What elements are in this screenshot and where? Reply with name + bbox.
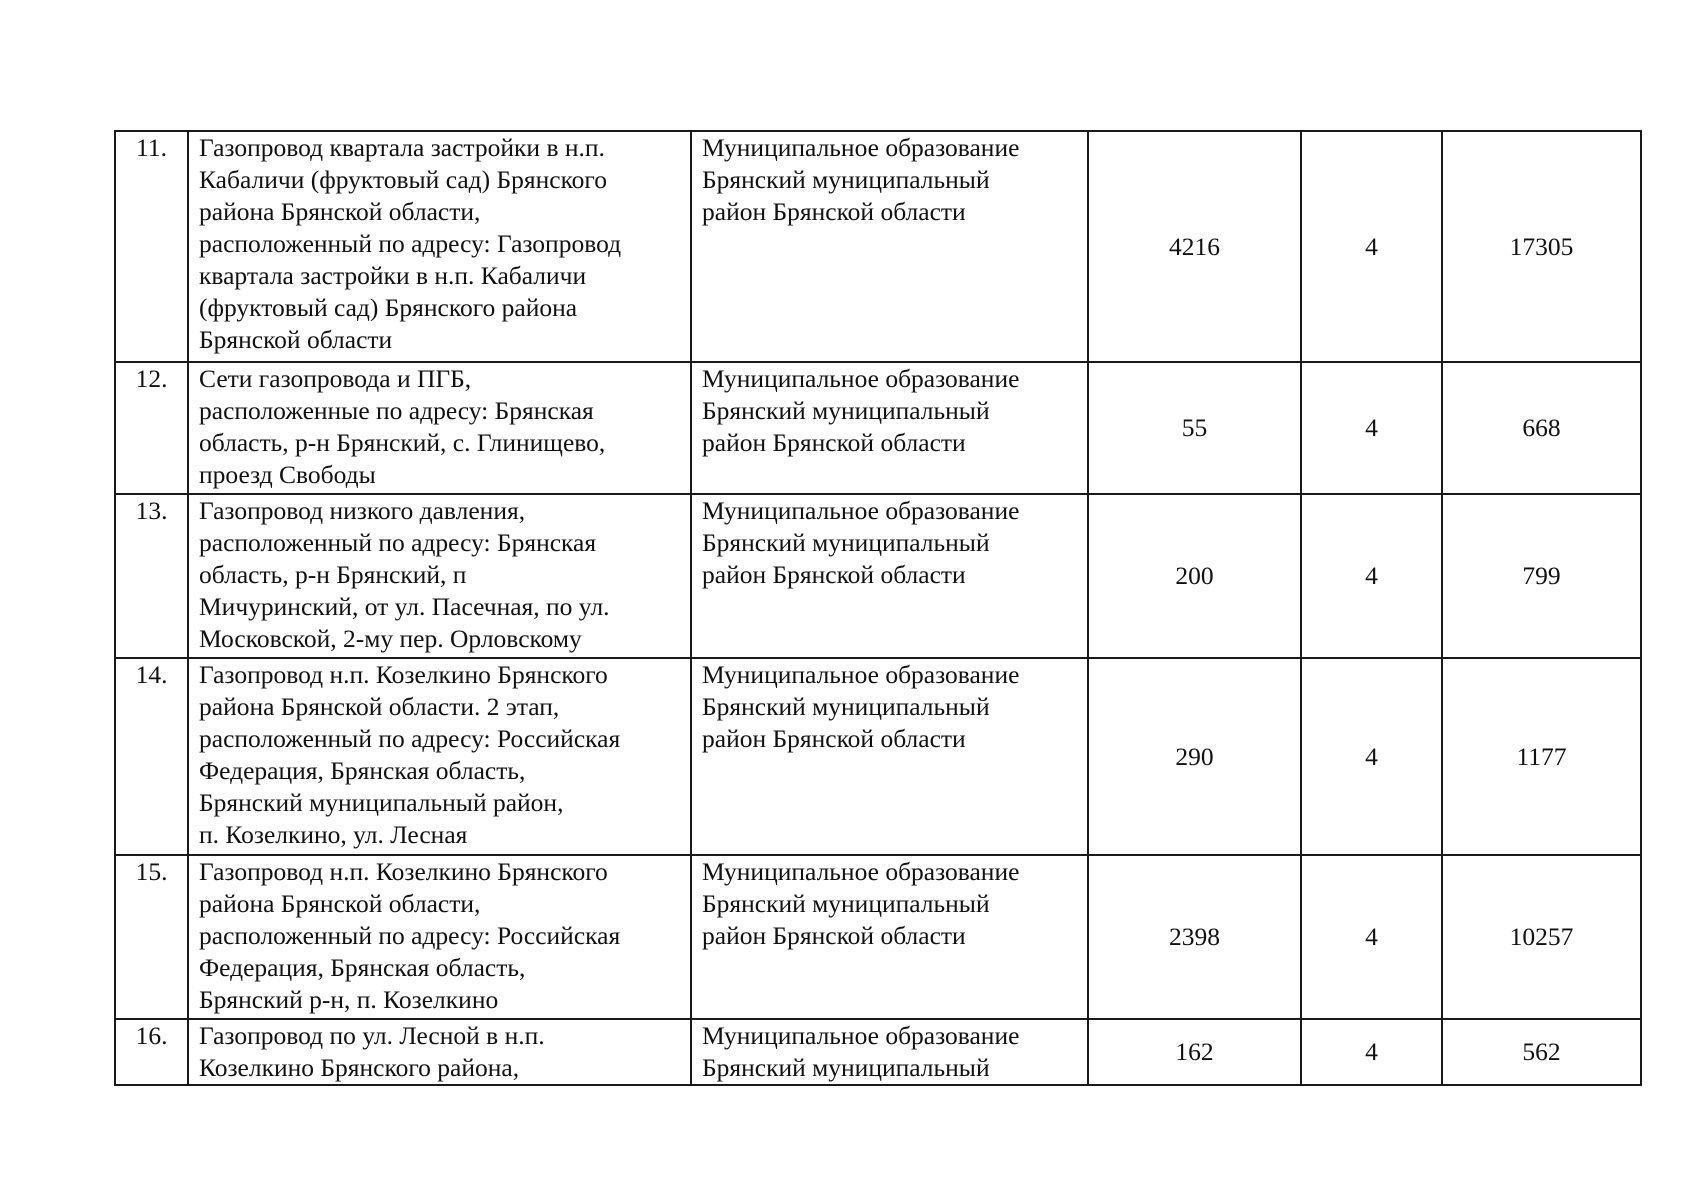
table-row: [115, 658, 1641, 855]
row-number: 16.: [115, 1019, 188, 1085]
table-row: [115, 494, 1641, 658]
value-col4: 200: [1088, 494, 1301, 658]
value-col5: 4: [1301, 1019, 1442, 1085]
value-col6: 668: [1442, 362, 1641, 494]
object-name: Газопровод н.п. Козелкино Брянского района Брянской области. 2 этап, расположенный по адресу: Российская Федерация, Брянская область, Брянский муниципальный район, п. Козелкино, ул. Лесная: [188, 658, 691, 855]
object-name: Газопровод низкого давления, расположенный по адресу: Брянская область, р-н Брянский, п Мичуринский, от ул. Пасечная, по ул. Московской, 2-му пер. Орловскому: [188, 494, 691, 658]
row-number: 15.: [115, 855, 188, 1019]
table-row: [115, 855, 1641, 1019]
value-col6: 1177: [1442, 658, 1641, 855]
value-col4: 290: [1088, 658, 1301, 855]
owner-name: Муниципальное образование Брянский муниципальный район Брянской области: [691, 855, 1088, 1019]
registry-table: [114, 130, 1642, 1086]
object-name: Газопровод квартала застройки в н.п. Кабаличи (фруктовый сад) Брянского района Брянской области, расположенный по адресу: Газопровод квартала застройки в н.п. Кабаличи (фруктовый сад) Брянского района Брянской области: [188, 131, 691, 362]
object-name: Газопровод по ул. Лесной в н.п. Козелкино Брянского района,: [188, 1019, 691, 1085]
value-col5: 4: [1301, 131, 1442, 362]
value-col4: 55: [1088, 362, 1301, 494]
value-col4: 2398: [1088, 855, 1301, 1019]
value-col4: 4216: [1088, 131, 1301, 362]
value-col4: 162: [1088, 1019, 1301, 1085]
row-number: 11.: [115, 131, 188, 362]
owner-name: Муниципальное образование Брянский муниципальный район Брянской области: [691, 131, 1088, 362]
value-col5: 4: [1301, 855, 1442, 1019]
table-row: [115, 362, 1641, 494]
value-col6: 562: [1442, 1019, 1641, 1085]
object-name: Газопровод н.п. Козелкино Брянского района Брянской области, расположенный по адресу: Российская Федерация, Брянская область, Брянский р-н, п. Козелкино: [188, 855, 691, 1019]
value-col5: 4: [1301, 494, 1442, 658]
row-number: 14.: [115, 658, 188, 855]
row-number: 12.: [115, 362, 188, 494]
value-col6: 799: [1442, 494, 1641, 658]
object-name: Сети газопровода и ПГБ, расположенные по адресу: Брянская область, р-н Брянский, с. Глинищево, проезд Свободы: [188, 362, 691, 494]
value-col6: 17305: [1442, 131, 1641, 362]
value-col5: 4: [1301, 362, 1442, 494]
owner-name: Муниципальное образование Брянский муниципальный район Брянской области: [691, 494, 1088, 658]
owner-name: Муниципальное образование Брянский муниципальный: [691, 1019, 1088, 1085]
value-col5: 4: [1301, 658, 1442, 855]
row-number: 13.: [115, 494, 188, 658]
owner-name: Муниципальное образование Брянский муниципальный район Брянской области: [691, 362, 1088, 494]
value-col6: 10257: [1442, 855, 1641, 1019]
table-row: [115, 131, 1641, 362]
owner-name: Муниципальное образование Брянский муниципальный район Брянской области: [691, 658, 1088, 855]
table-row: [115, 1019, 1641, 1085]
